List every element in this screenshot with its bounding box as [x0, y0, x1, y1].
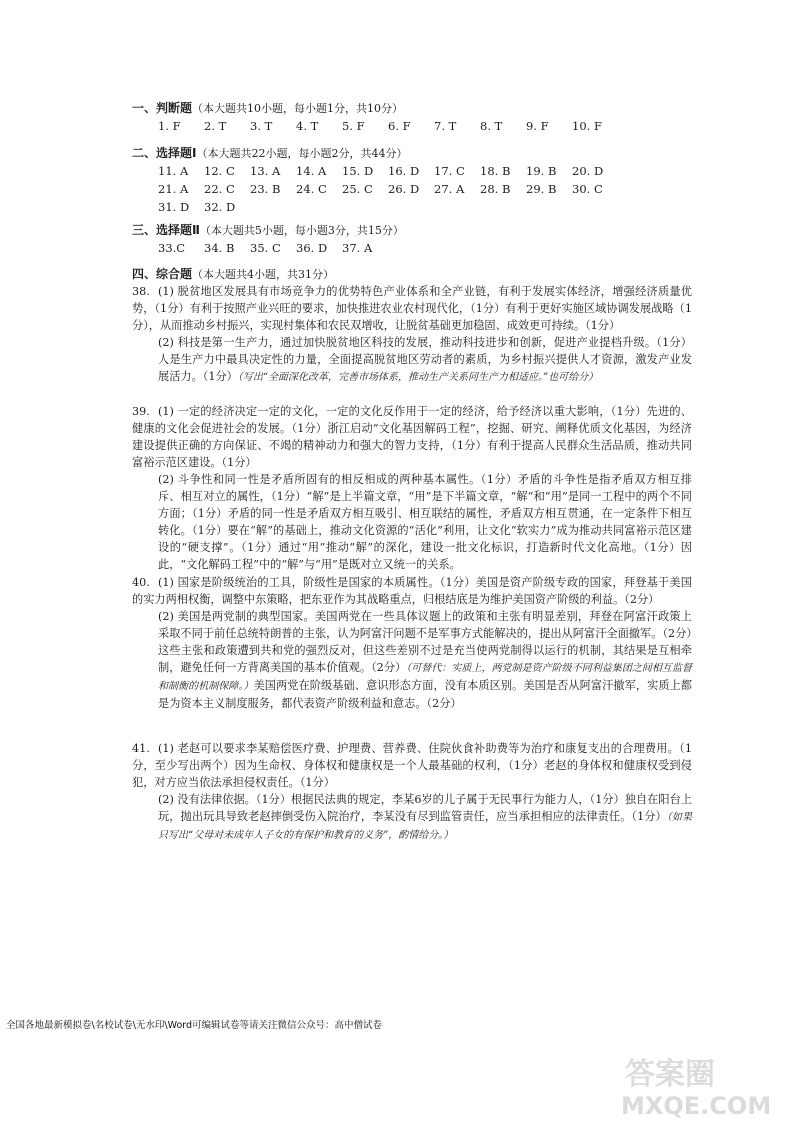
- grading-note: （写出“全面深化改革，完善市场体系，推动生产关系同生产力相适应。”也可给分）: [237, 372, 599, 383]
- answer-item: 25. C: [342, 182, 373, 196]
- question-number: 39.: [132, 405, 150, 418]
- answer-item: 31. D: [158, 200, 190, 214]
- question-part-2: [132, 471, 692, 573]
- question-number: 38.: [132, 285, 150, 298]
- question-41: [132, 740, 692, 844]
- question-part-2: [132, 791, 692, 844]
- grading-note: （如果只写出“父母对未成年人子女的有保护和教育的义务”，酌情给分。）: [158, 812, 692, 841]
- answer-text: (2) 没有法律依据。（1分）根据民法典的规定，李某6岁的儿子属于无民事行为能力人，（1分）独自在阳台上玩，抛出玩具导致老赵摔倒受伤入院治疗，李某没有尽到监管责任，应当承担相应的法律责任。（1分）: [158, 793, 692, 823]
- section-heading: [132, 222, 692, 239]
- answer-item: 29. B: [526, 182, 557, 196]
- answer-row: [158, 117, 692, 135]
- answer-row: [158, 180, 692, 198]
- answer-item: 20. D: [572, 164, 604, 178]
- section-heading: [132, 145, 692, 162]
- answer-item: 4. T: [296, 119, 319, 133]
- section-heading: [132, 100, 692, 117]
- question-39: [132, 403, 692, 573]
- answer-item: 22. C: [204, 182, 235, 196]
- question-part-1: [132, 740, 692, 791]
- answer-item: 35. C: [250, 241, 281, 255]
- answer-item: 8. T: [480, 119, 503, 133]
- question-number: 41.: [132, 742, 150, 755]
- answer-text: (1) 老赵可以要求李某赔偿医疗费、护理费、营养费、住院伙食补助费等为治疗和康复支出的合理费用。（1分，至少写出两个）因为生命权、身体权和健康权是一个人最基础的权利，（1分）老赵的身体权和健康权受到侵犯，对方应当依法承担侵权责任。（1分）: [132, 742, 692, 789]
- answer-item: 2. T: [204, 119, 227, 133]
- answer-item: 17. C: [434, 164, 465, 178]
- question-38: [132, 283, 692, 386]
- answer-item: 15. D: [342, 164, 374, 178]
- footer-notice: 全国各地最新模拟卷\名校试卷\无水印\Word可编辑试卷等请关注微信公众号：高中僧试卷: [6, 1020, 383, 1031]
- section-comprehensive: [132, 266, 692, 283]
- answer-row: [158, 198, 692, 216]
- answer-text: (2) 斗争性和同一性是矛盾所固有的相反相成的两种基本属性。（1分）矛盾的斗争性是指矛盾双方相互排斥、相互对立的属性，（1分）“解”是上半篇文章，“用”是下半篇文章，“解”和“用”是同一工程中的两个不同方面；（1分）矛盾的同一性是矛盾双方相互吸引、相互联结的属性，矛盾双方相互贯通，在一定条件下相互转化。（1分）要在“解”的基础上，推动文化资源的“活化”利用，让文化“软实力”成为推动共同富裕示范区建设的“硬支撑”。（1分）通过“用”推动“解”的深化，建设一批文化标识，打造新时代文化高地。（1分）因此，“文化解码工程”中的“解”与“用”是既对立又统一的关系。: [158, 473, 692, 571]
- answer-item: 33.C: [158, 241, 186, 255]
- answer-item: 30. C: [572, 182, 603, 196]
- answer-item: 12. C: [204, 164, 235, 178]
- answer-text: (1) 一定的经济决定一定的文化，一定的文化反作用于一定的经济，给予经济以重大影响，（1分）先进的、健康的文化会促进社会的发展。（1分）浙江启动“文化基因解码工程”，挖掘、研究、阐释优质文化基因，为经济建设提供正确的方向保证、不竭的精神动力和强大的智力支持，（1分）有利于提高人民群众生活品质，推动共同富裕示范区建设。（1分）: [132, 405, 692, 469]
- grading-note: （可替代：实质上，两党制是资产阶级不同利益集团之间相互监督和制衡的机制保障。）: [158, 663, 692, 692]
- answer-item: 14. A: [296, 164, 327, 178]
- watermark-logo: [615, 1050, 790, 1120]
- answer-item: 1. F: [158, 119, 181, 133]
- answer-item: 3. T: [250, 119, 273, 133]
- answer-row: [158, 162, 692, 180]
- section-title: 二、选择题Ⅰ: [132, 146, 197, 160]
- section-title: 三、选择题Ⅱ: [132, 223, 200, 237]
- answer-item: 24. C: [296, 182, 327, 196]
- section-choice-2: [132, 222, 692, 257]
- answer-item: 5. F: [342, 119, 365, 133]
- answer-item: 21. A: [158, 182, 189, 196]
- answer-text: (1) 国家是阶级统治的工具，阶级性是国家的本质属性。（1分）美国是资产阶级专政的国家，拜登基于美国的实力两相权衡，调整中东策略，把东亚作为其战略重点，归根结底是为维护美国资产阶级的利益。（2分）: [132, 576, 692, 606]
- question-number: 40.: [132, 576, 150, 589]
- section-title: 一、判断题: [132, 101, 193, 115]
- answer-item: 13. A: [250, 164, 281, 178]
- section-note: （本大题共22小题，每小题2分，共44分）: [196, 147, 408, 160]
- section-heading: [132, 266, 692, 283]
- answer-item: 7. T: [434, 119, 457, 133]
- answer-item: 34. B: [204, 241, 235, 255]
- answer-row: [158, 239, 692, 257]
- section-title: 四、综合题: [132, 267, 193, 281]
- answer-item: 6. F: [388, 119, 411, 133]
- watermark-logo-top: 答案圈: [625, 1057, 715, 1092]
- section-note: （本大题共4小题，共31分）: [192, 268, 335, 281]
- answer-item: 10. F: [572, 119, 602, 133]
- question-part-1: [132, 403, 692, 471]
- section-note: （本大题共10小题，每小题1分，共10分）: [192, 102, 404, 115]
- question-40: [132, 574, 692, 712]
- answer-text: 美国两党在阶级基础、意识形态方面，没有本质区别。美国是否从阿富汗撤军，实质上都是为资本主义制度服务，都代表资产阶级利益和意志。（2分）: [158, 679, 692, 710]
- answer-item: 37. A: [342, 241, 373, 255]
- answer-item: 19. B: [526, 164, 557, 178]
- answer-item: 9. F: [526, 119, 549, 133]
- answer-item: 26. D: [388, 182, 420, 196]
- question-part-1: [132, 283, 692, 334]
- section-true-false: [132, 100, 692, 135]
- answer-item: 27. A: [434, 182, 465, 196]
- answer-item: 36. D: [296, 241, 328, 255]
- watermark-logo-bottom: MXQE.COM: [621, 1092, 772, 1120]
- answer-text: (1) 脱贫地区发展具有市场竞争力的优势特色产业体系和全产业链，有利于发展实体经济，增强经济质量优势，（1分）有利于按照产业兴旺的要求，加快推进农业农村现代化，（1分）有利于更好实施区域协调发展战略（1分），从而推动乡村振兴，实现村集体和农民双增收，让脱贫基础更加稳固、成效更可持续。（1分）: [132, 285, 692, 332]
- answer-item: 11. A: [158, 164, 189, 178]
- answer-item: 23. B: [250, 182, 281, 196]
- question-part-1: [132, 574, 692, 608]
- section-note: （本大题共5小题，每小题3分，共15分）: [199, 224, 404, 237]
- answer-text: (2) 科技是第一生产力，通过加快脱贫地区科技的发展，推动科技进步和创新，促进产业提档升级。（1分）人是生产力中最具决定性的力量，全面提高脱贫地区劳动者的素质，为乡村振兴提供人才资源，激发产业发展活力。（1分）: [158, 336, 692, 383]
- answer-item: 18. B: [480, 164, 511, 178]
- section-choice-1: [132, 145, 692, 216]
- answer-item: 16. D: [388, 164, 420, 178]
- answer-item: 28. B: [480, 182, 511, 196]
- question-part-2: [132, 334, 692, 386]
- answer-item: 32. D: [204, 200, 236, 214]
- answer-text: (2) 美国是两党制的典型国家。美国两党在一些具体议题上的政策和主张有明显差别，拜登在阿富汗政策上采取不同于前任总统特朗普的主张，认为阿富汗问题不是军事方式能解决的，提出从阿富汗全面撤军。（2分）这些主张和政策遭到共和党的强烈反对，但这些差别不过是充当使两党制得以运行的机制，其结果是互相牵制，避免任何一方背离美国的基本价值观。（2分）: [158, 610, 692, 674]
- question-part-2: [132, 608, 692, 712]
